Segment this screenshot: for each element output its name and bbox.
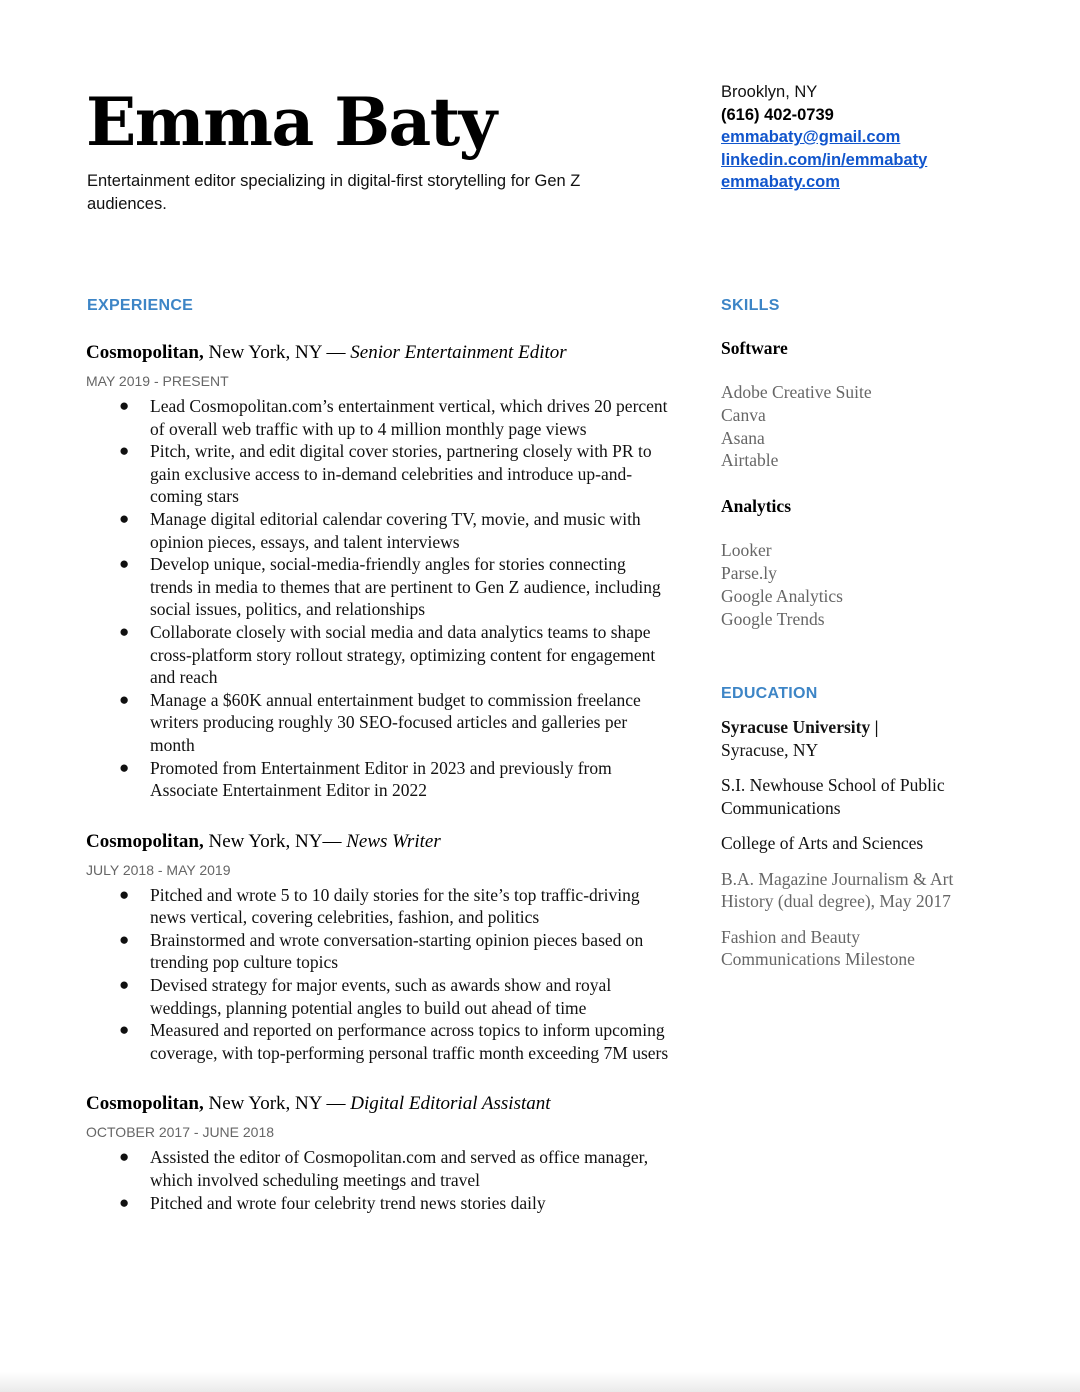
bullet-text: Collaborate closely with social media and data analytics teams to shape cross-platform story rollout strategy, optimizing content for engagement and reach <box>150 621 656 688</box>
bullet-icon: ● <box>119 884 130 904</box>
skills-group-title: Software <box>721 338 788 358</box>
education-college: College of Arts and Sciences <box>721 833 924 853</box>
resume-name: Emma Baty <box>86 83 496 161</box>
education-university-block <box>721 716 981 761</box>
education-heading: EDUCATION <box>721 685 818 702</box>
bullet-text: Pitched and wrote four celebrity trend news stories daily <box>150 1192 546 1213</box>
bullet-icon: ● <box>119 689 130 709</box>
bullet-icon: ● <box>119 1192 130 1212</box>
job-bullet-list <box>86 395 666 802</box>
education-milestone: Fashion and Beauty Communications Milestone <box>721 926 915 969</box>
email-link[interactable]: emmabaty@gmail.com <box>721 128 901 146</box>
job-title-line <box>86 1091 666 1117</box>
bullet-text: Brainstormed and wrote conversation-starting opinion pieces based on trending pop culture topics <box>150 929 644 973</box>
skill-item: Google Analytics <box>721 585 843 606</box>
contact-phone: (616) 402-0739 <box>721 105 834 124</box>
list-item <box>86 395 670 440</box>
job-role: Senior Entertainment Editor <box>350 342 567 363</box>
job-company: Cosmopolitan, <box>86 1093 204 1115</box>
education-section <box>721 716 981 984</box>
job-location: New York, NY — <box>203 342 351 363</box>
bullet-text: Pitch, write, and edit digital cover stories, partnering closely with PR to gain exclusive access to in-demand celebrities and introduce up-and-coming stars <box>150 441 652 507</box>
job-bullet-list <box>86 884 669 1065</box>
bullet-icon: ● <box>119 757 130 777</box>
bullet-text: Lead Cosmopolitan.com’s entertainment vertical, which drives 20 percent of overall web traffic with up to 4 million monthly page views <box>150 396 668 439</box>
bullet-text: Assisted the editor of Cosmopolitan.com and served as office manager, which involved scheduling meetings and travel <box>150 1147 649 1191</box>
skill-item: Canva <box>721 404 766 425</box>
linkedin-link[interactable]: linkedin.com/in/emmabaty <box>721 150 928 169</box>
website-link[interactable]: emmabaty.com <box>721 173 840 191</box>
bullet-icon: ● <box>119 1020 130 1040</box>
list-item <box>86 1192 670 1215</box>
job-title-line <box>86 829 666 855</box>
bullet-text: Develop unique, social-media-friendly angles for stories connecting trends in media to themes that are pertinent to Gen Z audience, including social issues, politics, and relationships <box>150 554 661 620</box>
skill-item: Looker <box>721 540 772 561</box>
bullet-icon: ● <box>119 554 130 574</box>
list-item <box>86 1146 670 1191</box>
job-location: New York, NY— <box>203 830 347 852</box>
skills-heading: SKILLS <box>721 297 780 314</box>
list-item <box>86 508 670 553</box>
education-degree: B.A. Magazine Journalism & Art History (dual degree), May 2017 <box>721 868 954 911</box>
skills-list <box>721 539 981 630</box>
skill-item: Adobe Creative Suite <box>721 382 872 402</box>
experience-heading: EXPERIENCE <box>87 297 194 314</box>
job-dates: JULY 2018 - MAY 2019 <box>86 861 231 878</box>
bullet-text: Devised strategy for major events, such as awards show and royal weddings, planning potential angles to build out ahead of time <box>150 975 612 1018</box>
job-entry <box>86 1091 666 1214</box>
list-item <box>86 553 670 621</box>
skill-item: Airtable <box>721 450 779 471</box>
skills-section <box>721 336 981 630</box>
skill-item: Google Trends <box>721 608 825 629</box>
job-title-line <box>86 340 666 366</box>
job-location: New York, NY — <box>203 1093 351 1115</box>
job-dates: MAY 2019 - PRESENT <box>86 373 229 389</box>
job-company: Cosmopolitan, <box>86 830 204 852</box>
list-item <box>86 689 670 757</box>
skills-list <box>721 381 981 472</box>
job-role: News Writer <box>346 830 441 852</box>
job-entry <box>86 340 666 802</box>
bullet-icon: ● <box>119 1147 130 1167</box>
contact-location: Brooklyn, NY <box>721 83 818 101</box>
list-item <box>86 884 670 929</box>
skill-item: Parse.ly <box>721 562 777 583</box>
bullet-icon: ● <box>119 975 130 995</box>
list-item <box>86 440 670 508</box>
bullet-text: Manage a $60K annual entertainment budget to commission freelance writers producing roughly 30 SEO-focused articles and galleries per month <box>150 689 641 755</box>
bullet-text: Measured and reported on performance across topics to inform upcoming coverage, with top-performing personal traffic month exceeding 7M users <box>150 1020 669 1063</box>
skills-group-title: Analytics <box>721 496 791 517</box>
education-university: Syracuse University | <box>721 717 879 737</box>
job-role: Digital Editorial Assistant <box>350 1093 551 1115</box>
list-item <box>86 757 670 802</box>
bullet-icon: ● <box>119 396 130 415</box>
skill-item: Asana <box>721 427 765 448</box>
education-location: Syracuse, NY <box>721 739 819 760</box>
list-item <box>86 974 670 1019</box>
list-item <box>86 621 670 689</box>
bullet-text: Promoted from Entertainment Editor in 2023 and previously from Associate Entertainment Editor in 2022 <box>150 757 612 801</box>
page-bottom-shadow <box>0 1372 1080 1392</box>
contact-block <box>721 81 1021 194</box>
resume-tagline: Entertainment editor specializing in digital-first storytelling for Gen Z audiences. <box>87 172 581 213</box>
bullet-text: Manage digital editorial calendar covering TV, movie, and music with opinion pieces, essays, and talent interviews <box>150 508 641 552</box>
bullet-icon: ● <box>119 621 130 641</box>
education-school: S.I. Newhouse School of Public Communications <box>721 775 945 818</box>
job-entry <box>86 829 669 1065</box>
bullet-icon: ● <box>119 929 130 949</box>
experience-section <box>86 340 669 1228</box>
job-company: Cosmopolitan, <box>86 342 204 363</box>
list-item <box>86 1019 670 1064</box>
bullet-icon: ● <box>119 441 130 461</box>
job-bullet-list <box>86 1146 666 1214</box>
bullet-text: Pitched and wrote 5 to 10 daily stories for the site’s top traffic-driving news vertical, covering celebrities, fashion, and politics <box>150 884 640 928</box>
job-dates: OCTOBER 2017 - JUNE 2018 <box>86 1124 275 1141</box>
list-item <box>86 929 670 974</box>
bullet-icon: ● <box>119 508 130 528</box>
